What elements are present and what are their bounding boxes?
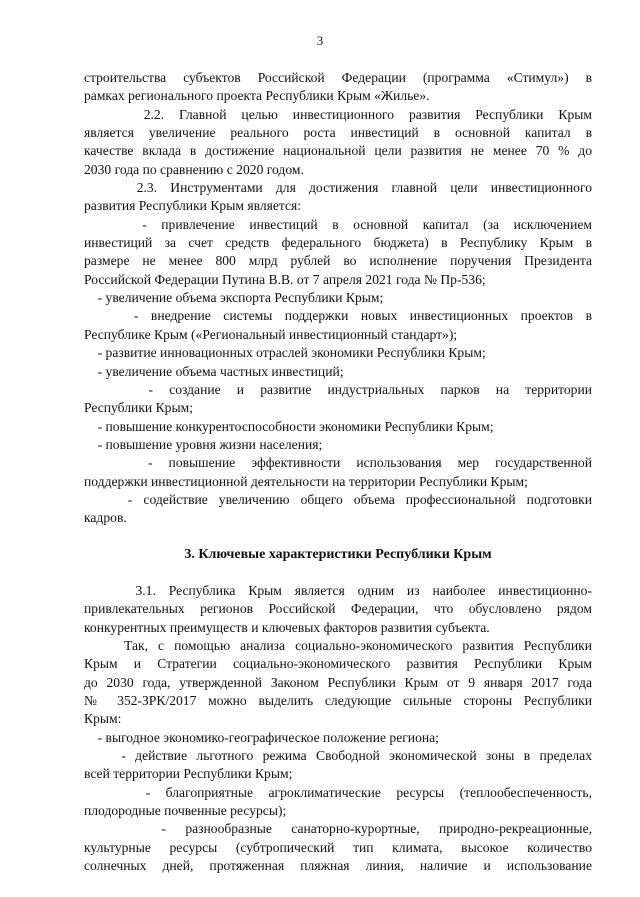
text-line: 2030 года по сравнению с 2020 годом.: [84, 161, 304, 177]
blank-line: [84, 528, 592, 546]
text-line: - развитие инновационных отраслей экономики Республики Крым;: [84, 345, 486, 361]
blank-line: [84, 564, 592, 582]
text-line: - увеличение объема экспорта Республики Крым;: [84, 290, 384, 306]
text-line: - действие льготного режима Свободной экономической зоны в пределах: [84, 748, 592, 764]
text-line: культурные ресурсы (субтропический тип климата, высокое количество: [84, 839, 592, 855]
paragraph: [84, 747, 592, 784]
text-line: Республики Крым;: [84, 400, 193, 416]
text-line: солнечных дней, протяженная пляжная линия, наличие и использование: [84, 858, 592, 874]
text-line: - разнообразные санаторно-курортные, природно-рекреационные,: [84, 821, 592, 837]
text-line: - благоприятные агроклиматические ресурсы (теплообеспеченность,: [84, 784, 592, 800]
text-line: Республике Крым («Региональный инвестиционный стандарт»);: [84, 326, 458, 342]
text-line: привлекательных регионов Российской Федерации, что обусловлено рядом: [84, 601, 592, 617]
text-line: кадров.: [84, 510, 127, 526]
page-number: 3: [316, 33, 324, 48]
text-line: инвестиций за счет средств федерального бюджета) в Республику Крым в: [84, 235, 592, 251]
paragraph: [84, 179, 592, 216]
text-line: Крым:: [84, 711, 122, 727]
text-line: размере не менее 800 млрд рублей во исполнение поручения Президента: [84, 253, 592, 269]
text-line: конкурентных преимуществ и ключевых факторов развития субъекта.: [84, 619, 490, 635]
document-body: [84, 69, 592, 875]
paragraph: [84, 289, 592, 307]
text-line: является увеличение реального роста инвестиций в основной капитал в: [84, 125, 592, 141]
text-line: 2.3. Инструментами для достижения главной цели инвестиционного: [84, 180, 592, 196]
text-line: - повышение конкурентоспособности экономики Республики Крым;: [84, 418, 494, 434]
text-line: всей территории Республики Крым;: [84, 766, 293, 782]
text-line: качестве вклада в достижение национальной цели развития не менее 70 % до: [84, 143, 592, 159]
paragraph: [84, 820, 592, 875]
text-line: - создание и развитие индустриальных парков на территории: [84, 381, 592, 397]
text-line: - содействие увеличению общего объема профессиональной подготовки: [84, 491, 592, 507]
paragraph: [84, 729, 592, 747]
paragraph: [84, 436, 592, 454]
text-line: Так, с помощью анализа социально-экономического развития Республики: [84, 637, 592, 653]
text-line: 2.2. Главной целью инвестиционного развития Республики Крым: [84, 106, 592, 122]
paragraph: [84, 344, 592, 362]
text-line: - привлечение инвестиций в основной капитал (за исключением: [84, 216, 592, 232]
paragraph: [84, 582, 592, 637]
paragraph: [84, 418, 592, 436]
paragraph: [84, 363, 592, 381]
text-line: - выгодное экономико-географическое положение региона;: [84, 729, 439, 745]
text-line: строительства субъектов Российской Федерации (программа «Стимул») в: [84, 70, 592, 85]
text-line: 3.1. Республика Крым является одним из наиболее инвестиционно-: [84, 582, 592, 598]
paragraph: [84, 216, 592, 289]
paragraph: [84, 307, 592, 344]
text-line: Крым и Стратегии социально-экономического развития Республики Крым: [84, 656, 592, 672]
paragraph: [84, 69, 592, 106]
text-line: рамках регионального проекта Республики Крым «Жилье».: [84, 88, 430, 104]
text-line: - увеличение объема частных инвестиций;: [84, 363, 344, 379]
text-line: до 2030 года, утвержденной Законом Республики Крым от 9 января 2017 года: [84, 674, 592, 690]
text-line: Российской Федерации Путина В.В. от 7 апреля 2021 года № Пр-536;: [84, 271, 486, 287]
text-line: плодородные почвенные ресурсы);: [84, 803, 287, 819]
section-heading: 3. Ключевые характеристики Республики Крым: [184, 546, 492, 562]
paragraph: [84, 454, 592, 491]
paragraph: [84, 106, 592, 179]
text-line: - повышение уровня жизни населения;: [84, 436, 323, 452]
paragraph: [84, 491, 592, 528]
text-line: поддержки инвестиционной деятельности на территории Республики Крым;: [84, 473, 528, 489]
paragraph: [84, 637, 592, 729]
text-line: - повышение эффективности использования мер государственной: [84, 455, 592, 471]
text-line: № 352-ЗРК/2017 можно выделить следующие сильные стороны Республики: [84, 693, 592, 708]
paragraph: [84, 784, 592, 821]
text-line: - внедрение системы поддержки новых инвестиционных проектов в: [84, 308, 592, 324]
text-line: развития Республики Крым является:: [84, 198, 302, 214]
paragraph: [84, 381, 592, 418]
